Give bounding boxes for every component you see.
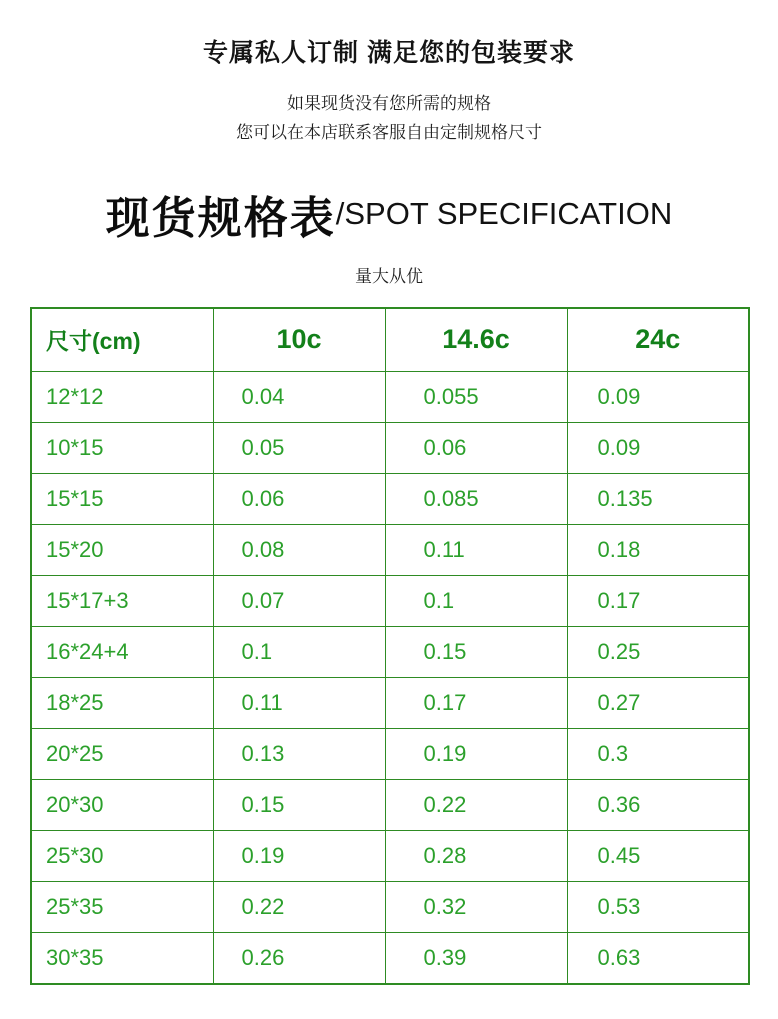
- table-row: [31, 422, 749, 473]
- table-row: [31, 830, 749, 881]
- cell-price-24c: 0.18: [567, 524, 749, 575]
- cell-price-10c: 0.1: [213, 626, 385, 677]
- table-row: [31, 371, 749, 422]
- cell-size: 15*15: [31, 473, 213, 524]
- cell-price-10c: 0.22: [213, 881, 385, 932]
- section-title: [0, 182, 778, 246]
- cell-price-10c: 0.07: [213, 575, 385, 626]
- cell-price-14-6c: 0.28: [385, 830, 567, 881]
- cell-size: 12*12: [31, 371, 213, 422]
- cell-size: 25*35: [31, 881, 213, 932]
- cell-size: 15*20: [31, 524, 213, 575]
- cell-price-14-6c: 0.085: [385, 473, 567, 524]
- subheadline-line-2: 您可以在本店联系客服自由定制规格尺寸: [236, 122, 542, 142]
- cell-price-24c: 0.25: [567, 626, 749, 677]
- spec-table-body: [31, 371, 749, 984]
- cell-price-14-6c: 0.06: [385, 422, 567, 473]
- cell-price-24c: 0.17: [567, 575, 749, 626]
- cell-price-14-6c: 0.39: [385, 932, 567, 984]
- cell-price-10c: 0.13: [213, 728, 385, 779]
- cell-price-10c: 0.19: [213, 830, 385, 881]
- cell-size: 20*30: [31, 779, 213, 830]
- table-row: [31, 779, 749, 830]
- table-row: [31, 524, 749, 575]
- column-header-24c: 24c: [567, 308, 749, 372]
- cell-price-24c: 0.53: [567, 881, 749, 932]
- table-row: [31, 626, 749, 677]
- cell-price-10c: 0.06: [213, 473, 385, 524]
- section-tagline: 量大从优: [355, 266, 423, 286]
- cell-price-10c: 0.08: [213, 524, 385, 575]
- table-row: [31, 575, 749, 626]
- table-row: [31, 473, 749, 524]
- cell-price-24c: 0.3: [567, 728, 749, 779]
- cell-price-24c: 0.09: [567, 422, 749, 473]
- page-headline: 专属私人订制 满足您的包装要求: [203, 39, 575, 67]
- cell-price-14-6c: 0.11: [385, 524, 567, 575]
- cell-size: 20*25: [31, 728, 213, 779]
- cell-size: 18*25: [31, 677, 213, 728]
- cell-price-10c: 0.26: [213, 932, 385, 984]
- column-header-14-6c: 14.6c: [385, 308, 567, 372]
- cell-price-10c: 0.05: [213, 422, 385, 473]
- table-row: [31, 881, 749, 932]
- cell-price-24c: 0.45: [567, 830, 749, 881]
- cell-price-14-6c: 0.32: [385, 881, 567, 932]
- table-row: [31, 728, 749, 779]
- subheadline-line-1: 如果现货没有您所需的规格: [287, 94, 491, 113]
- cell-size: 16*24+4: [31, 626, 213, 677]
- spec-table: [30, 307, 750, 985]
- cell-price-24c: 0.135: [567, 473, 749, 524]
- spec-table-container: [30, 307, 748, 985]
- cell-price-14-6c: 0.17: [385, 677, 567, 728]
- column-header-size: 尺寸(cm): [31, 308, 213, 372]
- cell-size: 15*17+3: [31, 575, 213, 626]
- table-row: [31, 932, 749, 984]
- cell-size: 30*35: [31, 932, 213, 984]
- page-subheadline: [0, 90, 778, 148]
- cell-size: 10*15: [31, 422, 213, 473]
- cell-price-14-6c: 0.055: [385, 371, 567, 422]
- cell-price-24c: 0.63: [567, 932, 749, 984]
- cell-price-14-6c: 0.1: [385, 575, 567, 626]
- cell-size: 25*30: [31, 830, 213, 881]
- cell-price-10c: 0.11: [213, 677, 385, 728]
- cell-price-24c: 0.36: [567, 779, 749, 830]
- section-title-en: /SPOT SPECIFICATION: [335, 195, 673, 231]
- cell-price-24c: 0.27: [567, 677, 749, 728]
- cell-price-14-6c: 0.15: [385, 626, 567, 677]
- table-row: [31, 677, 749, 728]
- section-title-cn: 现货规格表: [105, 193, 336, 243]
- cell-price-10c: 0.04: [213, 371, 385, 422]
- spec-table-head: [31, 308, 749, 372]
- cell-price-14-6c: 0.19: [385, 728, 567, 779]
- cell-price-14-6c: 0.22: [385, 779, 567, 830]
- column-header-10c: 10c: [213, 308, 385, 372]
- table-header-row: [31, 308, 749, 372]
- cell-price-24c: 0.09: [567, 371, 749, 422]
- cell-price-10c: 0.15: [213, 779, 385, 830]
